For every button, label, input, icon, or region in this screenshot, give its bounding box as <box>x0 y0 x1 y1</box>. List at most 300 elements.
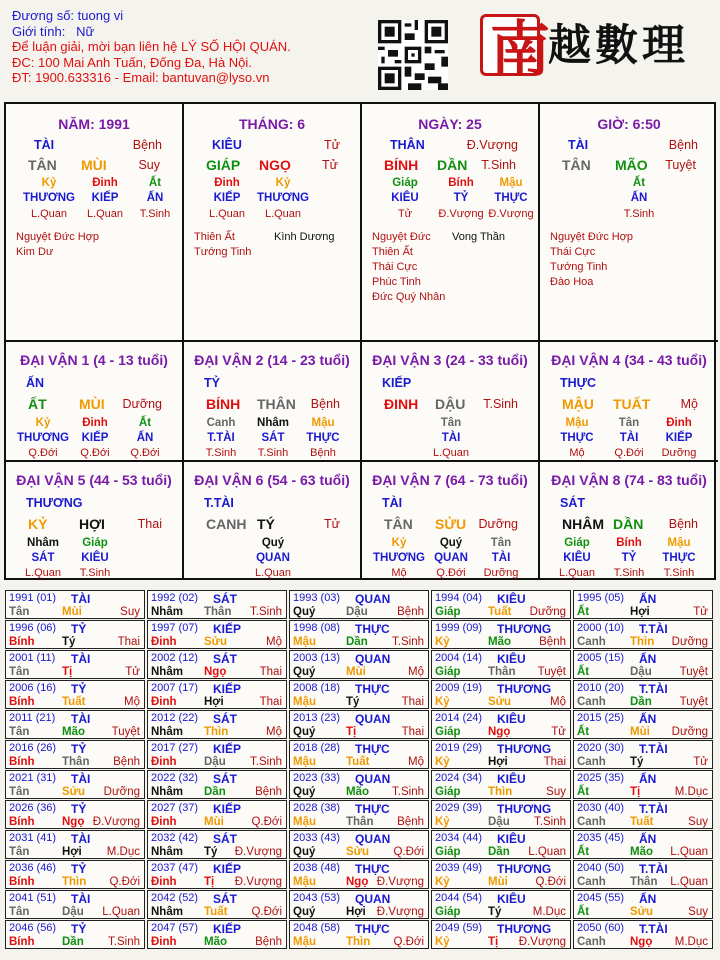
hidden-god: TÀI <box>491 552 511 564</box>
hidden-stem: Quý <box>261 537 285 549</box>
year-chi: Dậu <box>488 816 510 828</box>
year-cell <box>573 830 713 859</box>
year-chi: Thìn <box>204 726 229 738</box>
year-label: 2038 (48) <box>293 862 341 874</box>
year-chi: Dậu <box>62 906 84 918</box>
year-god: QUAN <box>355 772 391 786</box>
year-cell <box>289 770 429 799</box>
year-hg: L.Quan <box>528 846 566 858</box>
year-hg: Suy <box>546 786 566 798</box>
year-hg: M.Dục <box>532 906 566 918</box>
year-hg: Q.Đới <box>393 936 424 948</box>
hidden-stem: Đinh <box>666 417 692 429</box>
hidden-hg: Q.Đới <box>614 447 644 459</box>
year-god: THƯƠNG <box>497 682 552 696</box>
year-chi: Tý <box>630 756 644 768</box>
year-can: Đinh <box>151 696 177 708</box>
pillar-can: GIÁP <box>206 157 241 173</box>
year-chi: Ngọ <box>488 726 511 738</box>
year-cell <box>147 800 287 829</box>
hidden-god: ẤN <box>136 432 154 444</box>
hidden-hg: Bệnh <box>310 447 336 459</box>
dai-van-cell <box>540 342 718 462</box>
hidden-god: T.TÀI <box>207 432 235 444</box>
year-god: T.TÀI <box>639 742 668 756</box>
year-god: ẤN <box>639 592 657 606</box>
year-cell <box>289 830 429 859</box>
hidden-hg: Dưỡng <box>661 447 697 459</box>
year-chi: Dậu <box>346 606 368 618</box>
year-label: 2019 (29) <box>435 742 483 754</box>
year-label: 2006 (16) <box>9 682 57 694</box>
contact-line: Để luận giải, mời bạn liên hệ LÝ SỐ HỘI QUÁN. <box>12 39 291 55</box>
dai-van-cell <box>6 462 184 580</box>
year-god: SÁT <box>213 712 237 726</box>
year-cell <box>147 830 287 859</box>
year-label: 2015 (25) <box>577 712 625 724</box>
pillar-chi: DẦN <box>437 157 468 173</box>
year-cell <box>289 800 429 829</box>
dai-van-can: ĐINH <box>384 396 419 412</box>
year-can: Ất <box>577 606 590 618</box>
year-can: Kỷ <box>435 756 450 768</box>
hidden-stem: Bính <box>616 537 642 549</box>
hidden-stem: Mậu <box>667 537 691 549</box>
year-cell <box>289 620 429 649</box>
year-hg: Thai <box>401 726 424 738</box>
year-cell <box>5 590 145 619</box>
year-can: Giáp <box>435 606 461 618</box>
pillar-chi-hg: Suy <box>138 158 160 172</box>
pillar-can: TÂN <box>28 157 57 173</box>
year-cell <box>147 710 287 739</box>
year-can: Bính <box>9 636 35 648</box>
dai-van-chi-hg: Mộ <box>680 397 698 411</box>
year-cell <box>573 620 713 649</box>
hidden-god: KIÊU <box>391 192 419 204</box>
year-can: Nhâm <box>151 726 183 738</box>
hidden-god: TÀI <box>619 432 639 444</box>
pillar-cell <box>540 104 718 342</box>
year-can: Mậu <box>293 876 316 888</box>
hidden-stem: Mậu <box>311 417 335 429</box>
star-item: Nguyệt Đức Hợp <box>16 231 100 243</box>
hidden-god: QUAN <box>256 552 290 564</box>
dai-van-cell <box>184 462 362 580</box>
year-cell <box>147 920 287 949</box>
hidden-hg: L.Quan <box>24 567 62 579</box>
pillar-hg: Bệnh <box>668 138 698 152</box>
year-label: 2009 (19) <box>435 682 483 694</box>
hidden-god: ẤN <box>146 192 164 204</box>
year-label: 2049 (59) <box>435 922 483 934</box>
year-label: 2050 (60) <box>577 922 625 934</box>
year-god: T.TÀI <box>639 622 668 636</box>
year-label: 2033 (43) <box>293 832 341 844</box>
year-label: 2043 (53) <box>293 892 341 904</box>
year-chi: Tý <box>346 696 360 708</box>
year-hg: Thai <box>543 756 566 768</box>
year-god: ẤN <box>639 892 657 906</box>
year-cell <box>5 740 145 769</box>
hidden-god: THỰC <box>560 432 594 444</box>
year-label: 2036 (46) <box>9 862 57 874</box>
year-chi: Ngọ <box>62 816 85 828</box>
year-label: 2005 (15) <box>577 652 625 664</box>
year-chi: Tý <box>204 846 218 858</box>
hidden-stem: Mậu <box>565 417 589 429</box>
year-god: KIẾP <box>213 802 242 816</box>
year-chi: Dậu <box>204 756 226 768</box>
year-god: THƯƠNG <box>497 922 552 936</box>
year-hg: Đ.Vượng <box>376 906 424 918</box>
year-chi: Tuất <box>346 756 370 768</box>
hidden-hg: Dưỡng <box>483 567 519 579</box>
year-cell <box>289 650 429 679</box>
year-god: TÀI <box>71 652 91 666</box>
year-can: Giáp <box>435 786 461 798</box>
year-can: Giáp <box>435 906 461 918</box>
year-can: Quý <box>293 786 316 798</box>
hidden-hg: Đ.Vượng <box>438 208 484 220</box>
year-hg: Mộ <box>266 636 282 648</box>
year-can: Ất <box>577 666 590 678</box>
year-cell <box>573 590 713 619</box>
year-can: Kỷ <box>435 936 450 948</box>
pillar-cell <box>6 104 184 342</box>
year-cell <box>431 590 571 619</box>
year-can: Kỷ <box>435 816 450 828</box>
year-god: TÀI <box>71 832 91 846</box>
dai-van-title: ĐẠI VẬN 3 (24 - 33 tuổi) <box>372 352 528 368</box>
year-can: Quý <box>293 906 316 918</box>
year-can: Kỷ <box>435 696 450 708</box>
year-cell <box>5 770 145 799</box>
hidden-god: THƯƠNG <box>23 192 75 204</box>
year-can: Tân <box>9 846 30 858</box>
year-cell <box>431 710 571 739</box>
year-can: Bính <box>9 756 35 768</box>
star-item: Vong Thần <box>452 231 506 243</box>
dai-van-chi-hg: Thai <box>137 517 162 531</box>
year-label: 2037 (47) <box>151 862 199 874</box>
owner-value: tuong vi <box>77 8 124 23</box>
dai-van-title: ĐẠI VẬN 8 (74 - 83 tuổi) <box>551 472 707 488</box>
hidden-god: KIẾP <box>91 192 119 204</box>
year-label: 2020 (30) <box>577 742 625 754</box>
year-hg: Đ.Vượng <box>518 936 566 948</box>
year-cell <box>5 890 145 919</box>
hidden-stem: Kỷ <box>275 177 291 189</box>
year-hg: M.Dục <box>674 936 708 948</box>
year-chi: Tị <box>630 786 641 798</box>
year-chi: Tị <box>62 666 73 678</box>
year-can: Tân <box>9 666 30 678</box>
year-can: Đinh <box>151 876 177 888</box>
year-cell <box>5 650 145 679</box>
year-chi: Sửu <box>630 906 654 918</box>
year-label: 2008 (18) <box>293 682 341 694</box>
year-god: SÁT <box>213 772 237 786</box>
dai-van-chi: TUẤT <box>613 396 651 412</box>
year-cell <box>573 740 713 769</box>
hidden-hg: L.Quan <box>432 447 470 459</box>
pillar-chi: MÙI <box>81 157 107 173</box>
year-cell <box>573 920 713 949</box>
hidden-stem: Giáp <box>392 177 418 189</box>
year-label: 2010 (20) <box>577 682 625 694</box>
year-cell <box>431 860 571 889</box>
hidden-god: THƯƠNG <box>257 192 309 204</box>
hidden-hg: T.Sinh <box>257 447 289 459</box>
dai-van-god: THỰC <box>560 376 597 390</box>
pillar-god: TÀI <box>34 138 55 152</box>
qr-code-icon <box>378 20 448 90</box>
year-label: 2034 (44) <box>435 832 483 844</box>
year-label: 2013 (23) <box>293 712 341 724</box>
year-can: Canh <box>577 876 606 888</box>
year-hg: Dưỡng <box>671 636 708 648</box>
year-hg: Q.Đới <box>109 876 140 888</box>
year-chi: Sửu <box>62 786 86 798</box>
year-hg: T.Sinh <box>392 786 424 798</box>
year-chi: Mùi <box>204 816 224 828</box>
year-label: 2044 (54) <box>435 892 483 904</box>
hidden-hg: Đ.Vượng <box>488 208 534 220</box>
year-hg: L.Quan <box>670 846 708 858</box>
dai-van-can: TÂN <box>384 516 413 532</box>
year-hg: Dưỡng <box>671 726 708 738</box>
year-chi: Mùi <box>346 666 366 678</box>
year-hg: T.Sinh <box>250 756 282 768</box>
year-hg: Tử <box>693 756 708 768</box>
year-god: ẤN <box>639 712 657 726</box>
hidden-hg: T.Sinh <box>663 567 695 579</box>
year-label: 2002 (12) <box>151 652 199 664</box>
year-hg: M.Dục <box>674 786 708 798</box>
year-chi: Sửu <box>346 846 370 858</box>
hidden-stem: Mậu <box>499 177 523 189</box>
year-cell <box>147 590 287 619</box>
year-hg: Suy <box>688 816 708 828</box>
hidden-stem: Giáp <box>82 537 108 549</box>
dai-van-chi: TÝ <box>257 516 275 532</box>
year-god: TỶ <box>71 802 87 816</box>
year-god: ẤN <box>639 772 657 786</box>
year-hg: Mộ <box>408 756 424 768</box>
year-god: TỶ <box>71 922 87 936</box>
year-cell <box>289 710 429 739</box>
year-god: KIÊU <box>497 652 526 666</box>
year-chi: Thân <box>630 876 658 888</box>
year-god: THỰC <box>355 742 390 756</box>
year-label: 2039 (49) <box>435 862 483 874</box>
year-cell <box>431 830 571 859</box>
pillar-can: TÂN <box>562 157 591 173</box>
hidden-hg: L.Quan <box>254 567 292 579</box>
year-cell <box>573 680 713 709</box>
hidden-stem: Kỷ <box>41 177 57 189</box>
year-hg: Mộ <box>124 696 140 708</box>
year-chi: Tuất <box>488 606 512 618</box>
year-chi: Tuất <box>630 816 654 828</box>
year-god: T.TÀI <box>639 802 668 816</box>
year-can: Ất <box>577 846 590 858</box>
year-hg: Mộ <box>550 696 566 708</box>
year-chi: Mùi <box>630 726 650 738</box>
year-cell <box>5 830 145 859</box>
year-label: 2025 (35) <box>577 772 625 784</box>
year-chi: Dậu <box>630 666 652 678</box>
year-chi: Thân <box>346 816 374 828</box>
dai-van-can: MẬU <box>562 396 594 412</box>
hidden-god: KIÊU <box>563 552 591 564</box>
year-god: TỶ <box>71 622 87 636</box>
hidden-stem: Đinh <box>92 177 118 189</box>
year-label: 1991 (01) <box>9 592 57 604</box>
year-chi: Ngọ <box>346 876 369 888</box>
dai-van-cell <box>6 342 184 462</box>
year-can: Tân <box>9 726 30 738</box>
year-cell <box>573 710 713 739</box>
year-can: Ất <box>577 786 590 798</box>
year-cell <box>289 590 429 619</box>
dai-van-title: ĐẠI VẬN 7 (64 - 73 tuổi) <box>372 472 528 488</box>
dai-van-chi-hg: Bệnh <box>668 517 698 531</box>
hidden-hg: L.Quan <box>264 208 302 220</box>
year-label: 2027 (37) <box>151 802 199 814</box>
hidden-stem: Kỷ <box>35 417 51 429</box>
hidden-god: SÁT <box>31 552 55 564</box>
star-item: Thái Cực <box>372 261 418 273</box>
year-cell <box>431 890 571 919</box>
year-hg: Thai <box>401 696 424 708</box>
dai-van-chi: DẬU <box>435 396 466 412</box>
hidden-stem: Ất <box>632 177 646 189</box>
year-hg: Đ.Vượng <box>376 876 424 888</box>
hidden-god: KIẾP <box>213 192 241 204</box>
hidden-stem: Ất <box>148 177 162 189</box>
year-god: KIẾP <box>213 742 242 756</box>
year-can: Quý <box>293 666 316 678</box>
dai-van-can: KỶ <box>28 516 48 532</box>
hidden-stem: Bính <box>448 177 474 189</box>
year-god: THƯƠNG <box>497 802 552 816</box>
dai-van-title: ĐẠI VẬN 4 (34 - 43 tuổi) <box>551 352 707 368</box>
dai-van-cell <box>540 462 718 580</box>
year-god: KIÊU <box>497 712 526 726</box>
year-god: KIẾP <box>213 922 242 936</box>
hidden-god: ẤN <box>630 192 648 204</box>
year-hg: Bệnh <box>539 636 566 648</box>
year-label: 1995 (05) <box>577 592 625 604</box>
year-hg: Dưỡng <box>103 786 140 798</box>
hidden-hg: L.Quan <box>30 208 68 220</box>
year-chi: Sửu <box>204 636 228 648</box>
year-cell <box>289 740 429 769</box>
year-chi: Thìn <box>630 636 655 648</box>
pillar-cell <box>184 104 362 342</box>
year-chi: Mùi <box>62 606 82 618</box>
dai-van-can: NHÂM <box>562 516 604 532</box>
year-chi: Thìn <box>346 936 371 948</box>
hidden-god: TÀI <box>441 432 461 444</box>
year-can: Canh <box>577 816 606 828</box>
hidden-hg: L.Quan <box>86 208 124 220</box>
year-label: 1997 (07) <box>151 622 199 634</box>
year-label: 2024 (34) <box>435 772 483 784</box>
year-can: Bính <box>9 696 35 708</box>
year-label: 2004 (14) <box>435 652 483 664</box>
year-hg: Tuyệt <box>679 696 708 708</box>
hidden-hg: Mộ <box>569 447 585 459</box>
hidden-hg: T.Sinh <box>79 567 111 579</box>
hidden-hg: Q.Đới <box>130 447 160 459</box>
year-god: KIÊU <box>497 772 526 786</box>
hidden-god: THƯƠNG <box>373 552 425 564</box>
pillar-chi-hg: Tuyệt <box>665 158 696 172</box>
year-god: TÀI <box>71 592 91 606</box>
year-chi: Mão <box>488 636 511 648</box>
year-cell <box>431 800 571 829</box>
year-god: KIẾP <box>213 622 242 636</box>
hidden-hg: L.Quan <box>208 208 246 220</box>
year-chi: Tý <box>62 636 76 648</box>
star-item: Phúc Tinh <box>372 276 421 288</box>
year-god: ẤN <box>639 832 657 846</box>
year-can: Nhâm <box>151 666 183 678</box>
year-label: 2040 (50) <box>577 862 625 874</box>
owner-label: Đương số: <box>12 8 75 23</box>
pillar-title: THÁNG: 6 <box>238 116 306 132</box>
year-label: 1998 (08) <box>293 622 341 634</box>
year-god: TÀI <box>71 712 91 726</box>
year-chi: Mùi <box>488 876 508 888</box>
year-chi: Hợi <box>346 906 366 918</box>
pillar-chi: MÃO <box>615 157 648 173</box>
year-label: 2021 (31) <box>9 772 57 784</box>
star-item: Tướng Tinh <box>194 246 252 258</box>
dai-van-chi: MÙI <box>79 396 105 412</box>
star-item: Tướng Tinh <box>550 261 608 273</box>
year-label: 2042 (52) <box>151 892 199 904</box>
year-hg: Tuyệt <box>111 726 140 738</box>
year-cell <box>573 770 713 799</box>
hidden-hg: Mộ <box>391 567 407 579</box>
year-cell <box>5 680 145 709</box>
year-label: 2028 (38) <box>293 802 341 814</box>
year-can: Tân <box>9 786 30 798</box>
year-label: 2030 (40) <box>577 802 625 814</box>
year-can: Kỷ <box>435 636 450 648</box>
year-can: Canh <box>577 756 606 768</box>
year-hg: Mộ <box>266 726 282 738</box>
year-chi: Tị <box>488 936 499 948</box>
year-hg: Bệnh <box>255 936 282 948</box>
year-hg: L.Quan <box>670 876 708 888</box>
year-god: T.TÀI <box>639 862 668 876</box>
year-cell <box>147 890 287 919</box>
hidden-stem: Ất <box>138 417 152 429</box>
dai-van-chi: SỬU <box>435 516 467 532</box>
year-can: Tân <box>9 906 30 918</box>
star-item: Kình Dương <box>274 231 335 243</box>
year-cell <box>147 650 287 679</box>
year-hg: T.Sinh <box>392 636 424 648</box>
hidden-god: THỰC <box>662 552 696 564</box>
year-cell <box>147 860 287 889</box>
year-chi: Dần <box>488 846 510 858</box>
